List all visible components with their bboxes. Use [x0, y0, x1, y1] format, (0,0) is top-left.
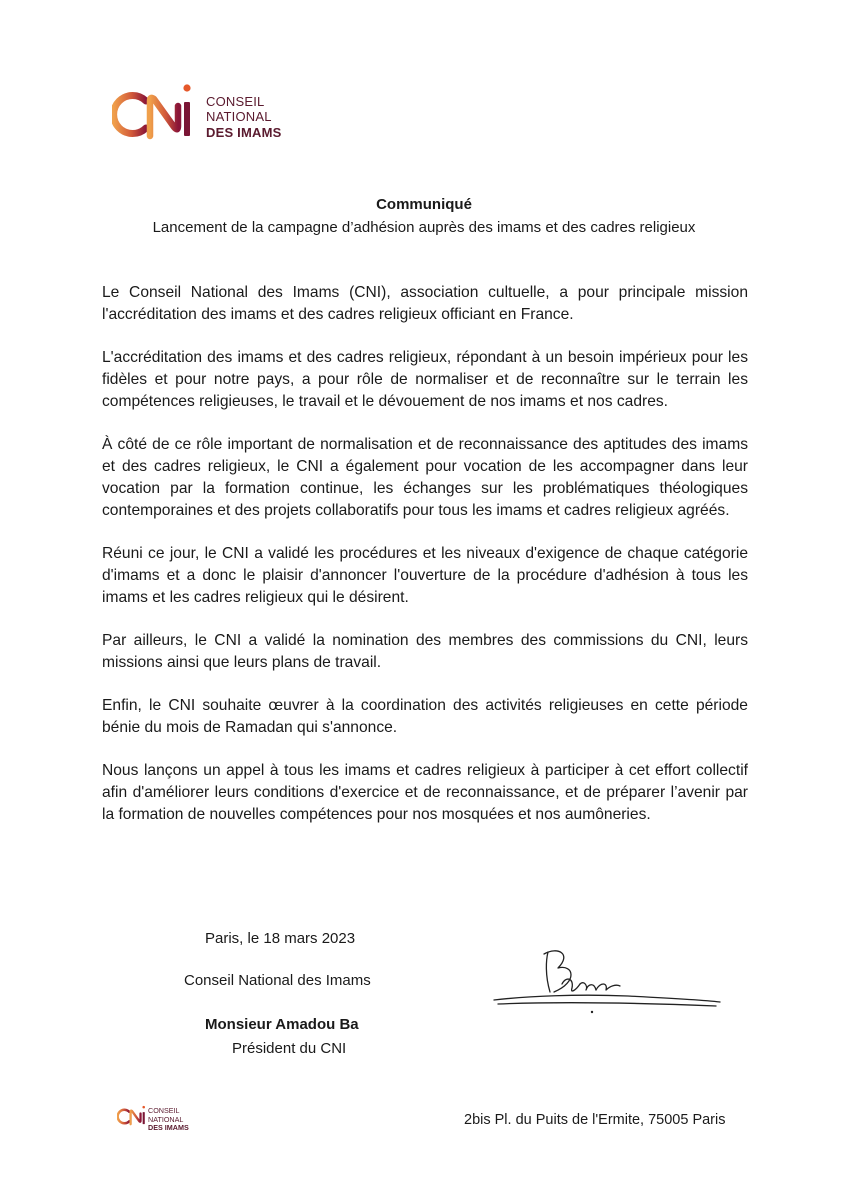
body-paragraph: Enfin, le CNI souhaite œuvrer à la coordination des activités religieuses en cette période bénie du mois de Ramadan qui s'annonce. — [102, 697, 748, 736]
signer-name: Monsieur Amadou Ba — [205, 1016, 359, 1033]
body-paragraph: À côté de ce rôle important de normalisation et de reconnaissance des aptitudes des imams et des cadres religieux, le CNI a également pour vocation de les accompagner dans leur vocation par la formation continue, les échanges sur les problématiques théologiques contemporaines et des projets collaboratifs pour tous les imams et cadres religieux agréés. — [102, 436, 748, 519]
logo-line: NATIONAL — [206, 109, 272, 125]
body-paragraph: Le Conseil National des Imams (CNI), association cultuelle, a pour principale mission l'accréditation des imams et des cadres religieux officiant en France. — [102, 284, 748, 323]
logo-line: NATIONAL — [148, 1114, 184, 1124]
document-subtitle: Lancement de la campagne d’adhésion auprès des imams et des cadres religieux — [152, 219, 696, 236]
logo-line: CONSEIL — [148, 1106, 180, 1115]
logo-line: CONSEIL — [206, 94, 265, 109]
footer-address: 2bis Pl. du Puits de l'Ermite, 75005 Paris — [464, 1112, 726, 1128]
document-title: Communiqué — [376, 196, 472, 213]
cni-logo — [112, 82, 196, 144]
signer-title: Président du CNI — [232, 1040, 347, 1057]
body-paragraph: L'accréditation des imams et des cadres religieux, répondant à un besoin impérieux pour les fidèles et pour notre pays, a pour rôle de normaliser et de reconnaître sur le terrain les compétences religieuses, le travail et le dévouement de nos imams et nos cadres. — [102, 349, 748, 410]
logo-wordmark — [206, 94, 281, 140]
document-body — [102, 282, 748, 847]
logo-line: DES IMAMS — [148, 1123, 189, 1133]
body-paragraph: Réuni ce jour, le CNI a validé les procédures et les niveaux d'exigence de chaque catégorie d'imams et a donc le plaisir d'annoncer l'ouverture de la procédure d'adhésion à tous les imams et les cadres religieux qui le désirent. — [102, 544, 748, 606]
organization-name: Conseil National des Imams — [184, 972, 371, 989]
place-date: Paris, le 18 mars 2023 — [205, 930, 356, 947]
cni-logo-small — [117, 1105, 147, 1127]
body-paragraph: Par ailleurs, le CNI a validé la nomination des membres des commissions du CNI, leurs missions ainsi que leurs plans de travail. — [102, 631, 748, 671]
logo-line: DES IMAMS — [206, 124, 282, 140]
body-paragraph: Nous lançons un appel à tous les imams et cadres religieux à participer à cet effort collectif afin d'améliorer leurs conditions d'exercice et de reconnaissance, et de préparer l’avenir par la formation de nouvelles compétences pour nos mosquées et nos aumôneries. — [102, 762, 748, 823]
handwritten-signature — [488, 940, 728, 1020]
footer-logo-wordmark — [148, 1107, 189, 1133]
